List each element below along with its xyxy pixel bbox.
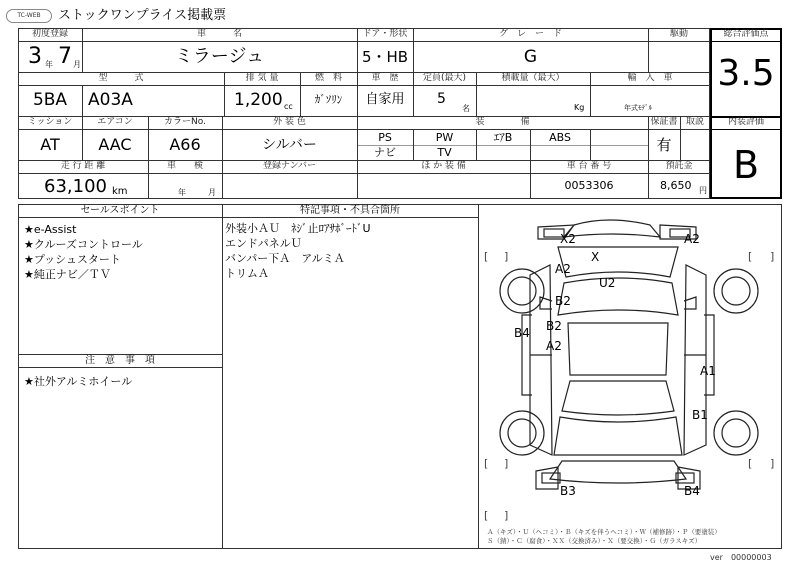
mark-a2-front: A2 bbox=[684, 232, 700, 246]
price: 8,650 bbox=[660, 179, 692, 192]
mark-u2: U2 bbox=[599, 276, 616, 290]
caution-item: ★社外アルミホイール bbox=[24, 375, 133, 388]
mark-x: X bbox=[591, 250, 600, 264]
month-unit: 月 bbox=[73, 60, 81, 69]
mission-label: ミッション bbox=[27, 117, 73, 127]
drive-label: 駆動 bbox=[669, 29, 688, 39]
interior-label: 内装評価 bbox=[727, 117, 764, 127]
year-unit: 年 bbox=[45, 60, 53, 69]
capacity-label: 定員(最大) bbox=[422, 73, 467, 83]
type-label: 車 歴 bbox=[371, 73, 399, 83]
mark-x2: X2 bbox=[560, 232, 576, 246]
mark-b4-left: B4 bbox=[514, 326, 530, 340]
first-reg-year: 3 bbox=[28, 44, 42, 69]
equip-ps: PS bbox=[378, 131, 392, 144]
first-reg-month: 7 bbox=[58, 44, 72, 69]
aircon-label: エアコン bbox=[97, 117, 133, 127]
equip-pw: PW bbox=[435, 131, 454, 144]
note-item: バンパー下Ａ アルミＡ bbox=[225, 252, 345, 265]
fuel: ｶﾞｿﾘﾝ bbox=[314, 93, 343, 106]
svg-text:]: ] bbox=[504, 250, 509, 263]
logo: TC-WEB bbox=[6, 9, 52, 23]
other-equip-label: ほ か 装 備 bbox=[421, 161, 466, 171]
mark-b3: B3 bbox=[560, 484, 576, 498]
svg-text:]: ] bbox=[504, 457, 509, 470]
cc-unit: cc bbox=[284, 102, 293, 111]
load-label: 積載量（最大） bbox=[501, 73, 565, 83]
svg-text:[: [ bbox=[484, 250, 489, 263]
inspection-year-unit: 年 bbox=[178, 188, 186, 197]
interior-score: B bbox=[732, 143, 760, 187]
equip-tv: TV bbox=[437, 146, 452, 159]
sales-point-item: ★e-Assist bbox=[24, 223, 77, 236]
displacement-label: 排 気 量 bbox=[245, 73, 279, 83]
door-label: ドア・形状 bbox=[362, 29, 408, 39]
page-title: ストックワンプライス掲載票 bbox=[58, 8, 227, 23]
svg-text:]: ] bbox=[770, 457, 775, 470]
mark-a2-left: A2 bbox=[555, 262, 571, 276]
mark-b4-rear: B4 bbox=[684, 484, 700, 498]
caution-title: 注 意 事 項 bbox=[85, 355, 155, 366]
load-unit: Kg bbox=[574, 103, 585, 112]
sales-point-item: ★純正ナビ／ＴＶ bbox=[24, 268, 111, 281]
note-item: エンドパネルＵ bbox=[225, 237, 302, 250]
sales-point-item: ★クルーズコントロール bbox=[24, 238, 143, 251]
equip-airbag: ｴｱB bbox=[493, 131, 513, 144]
first-reg-label: 初度登録 bbox=[31, 29, 68, 39]
legend-line-1: Ａ（キズ）・Ｕ（ヘコミ）・Ｂ（キズを伴うヘコミ）・Ｗ（補修跡）・Ｐ（要塗装） bbox=[487, 528, 721, 536]
warranty-label: 保証書 bbox=[650, 117, 678, 127]
model: A03A bbox=[88, 90, 133, 110]
equipment-label: 装 備 bbox=[475, 117, 530, 127]
price-label: 預託金 bbox=[665, 161, 693, 171]
color-no: A66 bbox=[169, 135, 201, 154]
color-label: カラーNo. bbox=[164, 117, 206, 127]
equip-abs: ABS bbox=[549, 131, 571, 144]
legend-line-2: Ｓ（錆）・Ｃ（腐食）・ＸＸ（交換済み）・Ｘ（要交換）・Ｇ（ガラスキズ） bbox=[487, 537, 702, 545]
svg-text:]: ] bbox=[504, 509, 509, 522]
svg-text:]: ] bbox=[770, 250, 775, 263]
mileage: 63,100 bbox=[44, 176, 107, 197]
car-name: ミラージュ bbox=[174, 46, 265, 67]
fuel-label: 燃 料 bbox=[314, 73, 342, 83]
exterior-label: 外 装 色 bbox=[273, 117, 306, 127]
exterior: シルバー bbox=[262, 137, 317, 153]
import-label: 輸 入 車 bbox=[627, 73, 673, 83]
model-year-label: 年式ﾓﾃﾞﾙ bbox=[624, 104, 652, 112]
overall-score: 3.5 bbox=[717, 53, 775, 94]
car-damage-diagram bbox=[478, 205, 781, 525]
inspection-month-unit: 月 bbox=[208, 188, 216, 197]
mark-b2-left: B2 bbox=[555, 294, 571, 308]
vin: 0053306 bbox=[564, 179, 614, 192]
version: ver 00000003 bbox=[710, 553, 772, 562]
note-item: トリムＡ bbox=[225, 267, 269, 280]
mark-a2-roof: A2 bbox=[546, 339, 562, 353]
warranty: 有 bbox=[656, 136, 672, 154]
mark-b1: B1 bbox=[692, 408, 708, 422]
model-prefix: 5BA bbox=[32, 90, 68, 110]
inspection-label: 車 検 bbox=[166, 161, 203, 171]
capacity: 5 bbox=[437, 91, 446, 107]
yen-unit: 円 bbox=[699, 186, 707, 195]
svg-text:[: [ bbox=[484, 509, 489, 522]
svg-text:[: [ bbox=[484, 457, 489, 470]
svg-text:[: [ bbox=[748, 250, 753, 263]
notes-title: 特記事項・不具合箇所 bbox=[300, 205, 400, 216]
aircon: AAC bbox=[98, 135, 132, 154]
mark-a1: A1 bbox=[700, 364, 716, 378]
equip-navi: ナビ bbox=[374, 146, 396, 159]
vin-label: 車 台 番 号 bbox=[566, 161, 612, 171]
mark-b2-roof: B2 bbox=[546, 319, 562, 333]
km-unit: km bbox=[112, 186, 128, 197]
grade: G bbox=[523, 47, 538, 67]
car-name-label: 車 名 bbox=[196, 29, 242, 39]
mission: AT bbox=[40, 135, 60, 154]
svg-text:[: [ bbox=[748, 457, 753, 470]
manual-label: 取説 bbox=[685, 117, 704, 127]
sales-points-title: セールスポイント bbox=[80, 205, 160, 216]
note-item: 外装小ＡＵ ﾈｼﾞ止ﾛｱｻﾎﾞｰﾄﾞU bbox=[225, 222, 371, 235]
capacity-unit: 名 bbox=[462, 104, 470, 113]
plate-label: 登録ナンバー bbox=[263, 161, 316, 171]
mileage-label: 走 行 距 離 bbox=[60, 161, 106, 171]
type: 自家用 bbox=[365, 92, 405, 107]
grade-label: グ レ ー ド bbox=[498, 29, 562, 39]
door: 5・HB bbox=[361, 48, 409, 66]
sales-point-item: ★プッシュスタート bbox=[24, 253, 121, 266]
displacement: 1,200 bbox=[234, 90, 283, 110]
model-label: 型 式 bbox=[98, 73, 144, 83]
overall-label: 総合評価点 bbox=[723, 29, 769, 39]
